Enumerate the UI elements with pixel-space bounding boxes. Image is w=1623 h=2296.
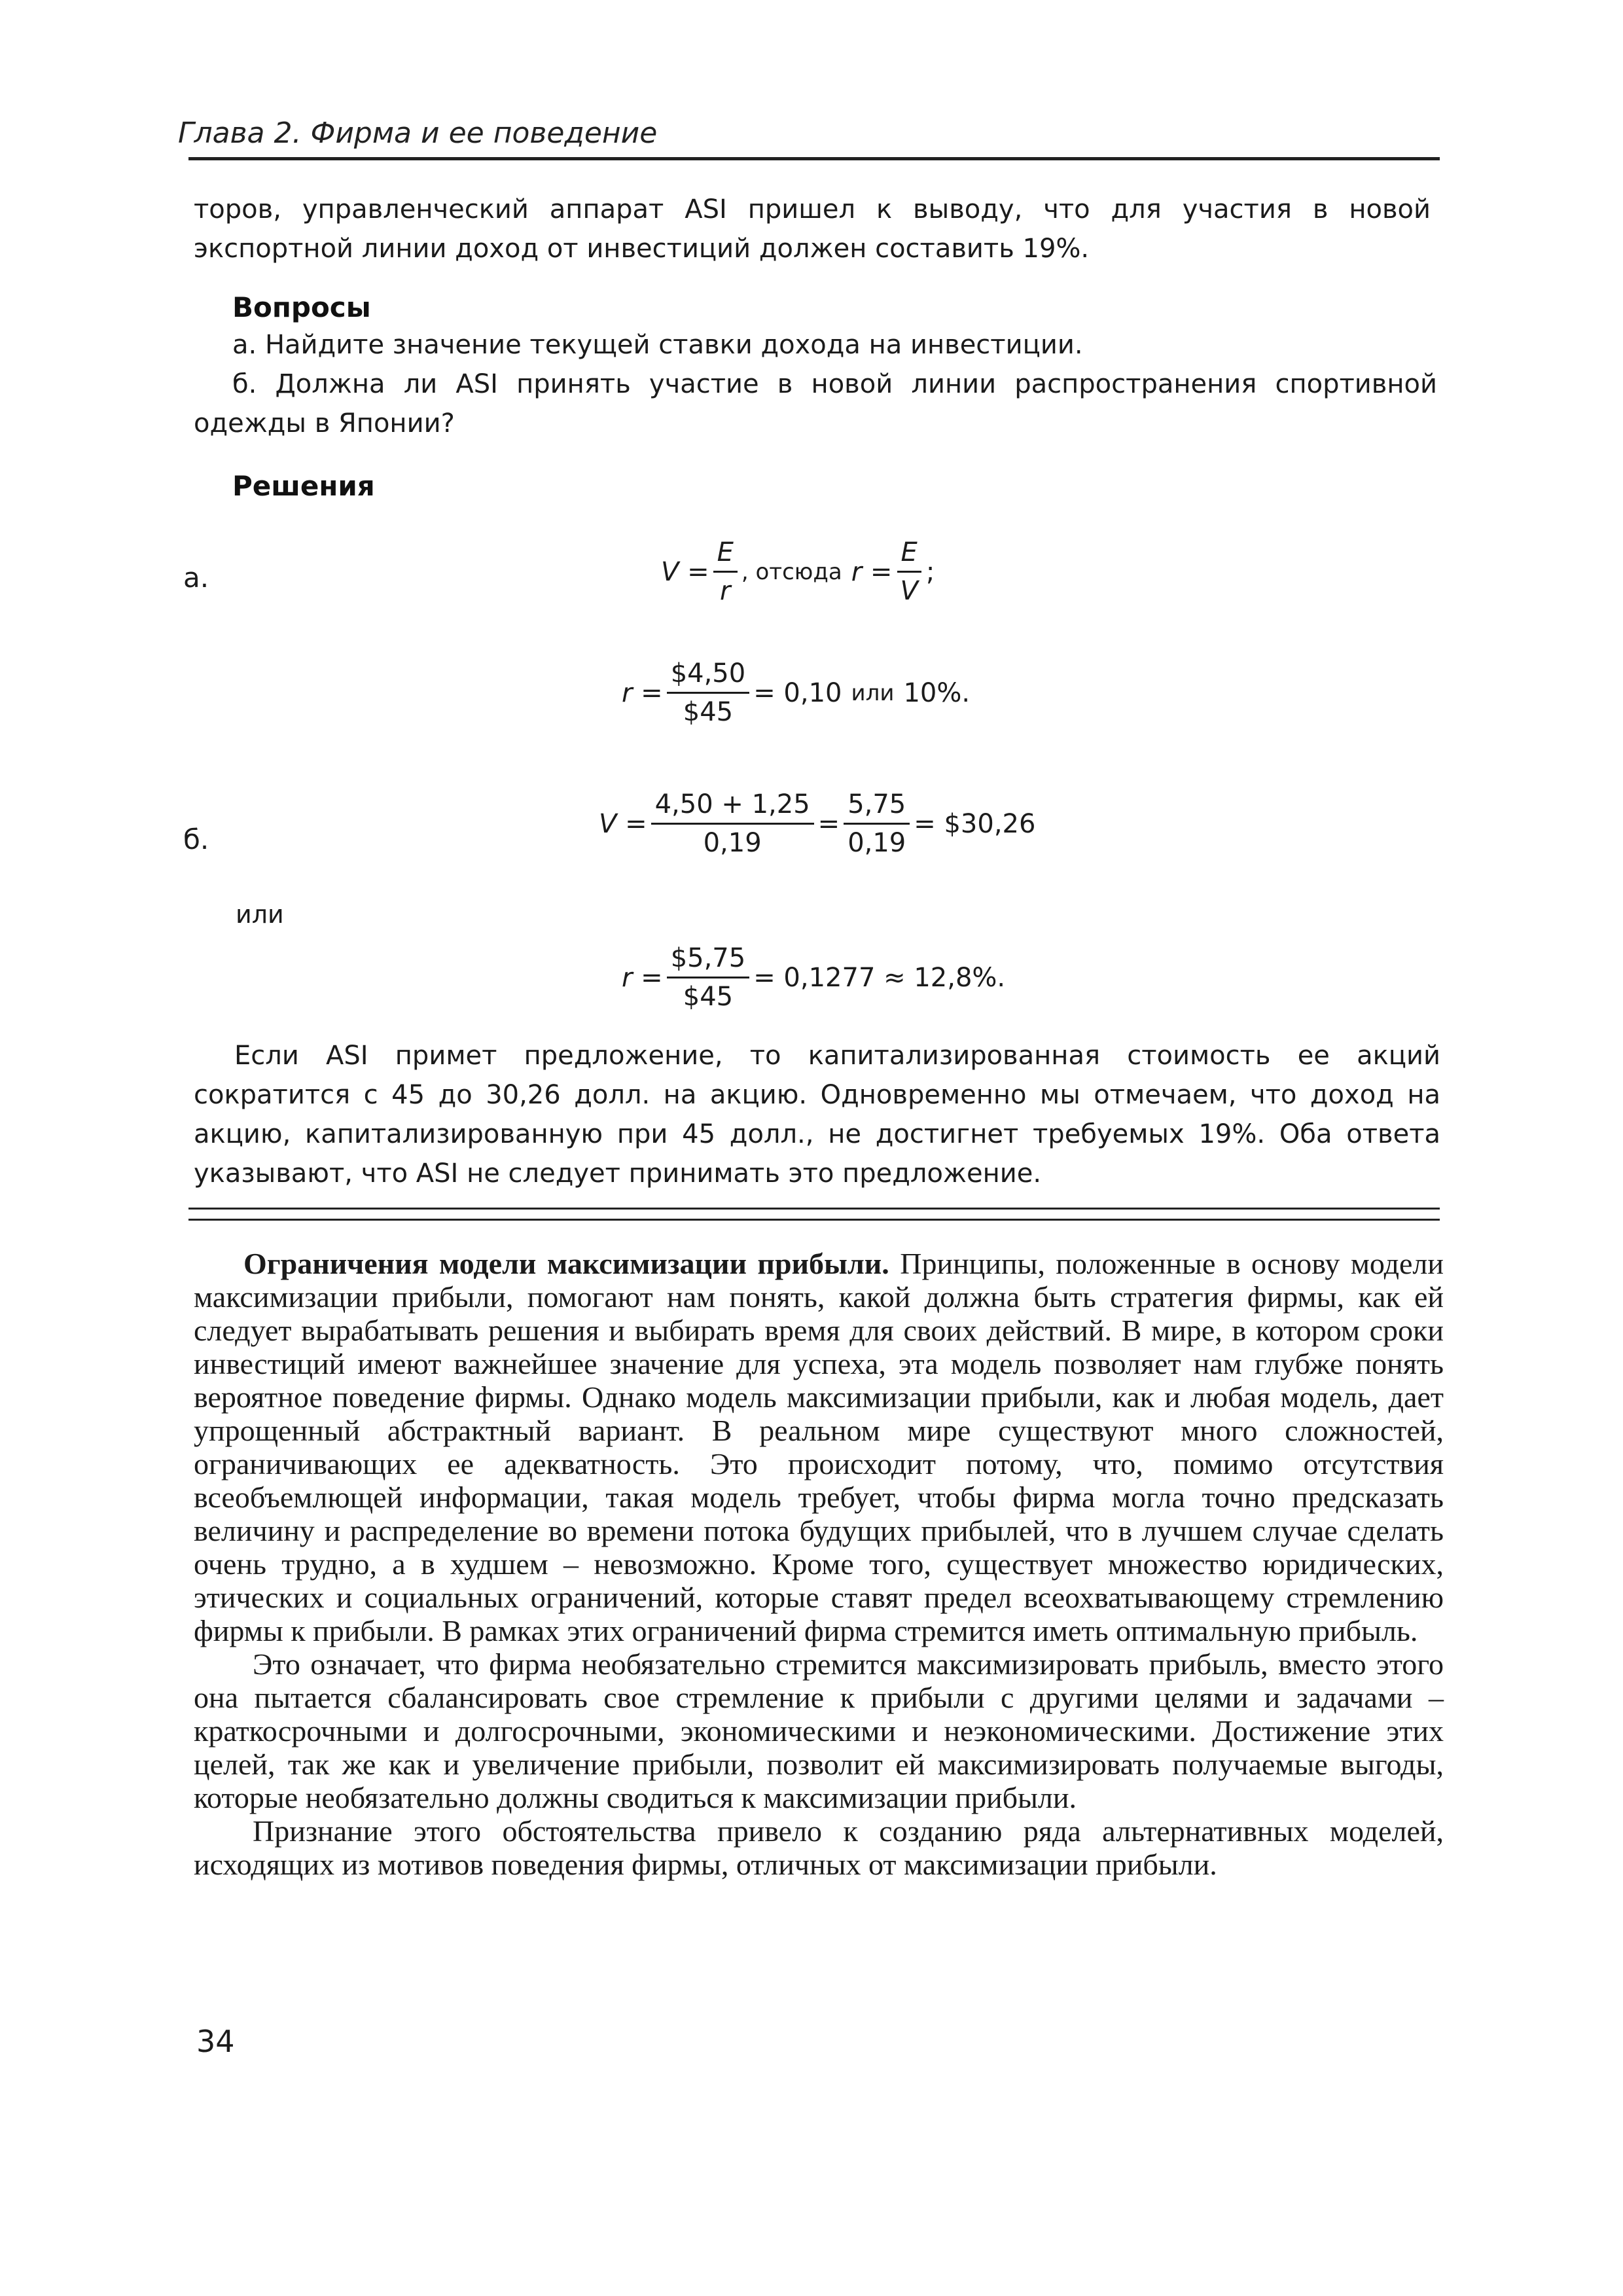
fraction-denominator: 0,19 [847,828,906,858]
formula1-lhs1: V = [661,556,709,587]
fraction-e-over-v [896,537,921,607]
fraction-denominator: V [900,576,918,606]
header-rule [188,157,1440,160]
fraction-numerator: 4,50 + 1,25 [651,789,814,825]
formula-value [661,537,935,607]
fraction-numerator: 5,75 [844,789,910,825]
formula4-lhs: r = [622,962,663,993]
fraction-rate [667,658,750,728]
formula2-pct: 10%. [903,677,971,708]
fraction-denominator: $45 [683,697,734,727]
formula2-or: или [851,679,895,706]
formula-new-value [599,789,1035,859]
fraction-e-over-r [713,537,738,607]
formula3-result: = $30,26 [914,808,1036,839]
fraction-new-rate [667,942,750,1013]
chapter-header: Глава 2. Фирма и ее поведение [178,117,658,150]
solution-conclusion [194,1036,1440,1193]
questions-heading: Вопросы [232,291,371,323]
question-b-text: б. Должна ли ASI принять участие в новой линии распространения спортивной одежды в Японии? [194,369,1437,439]
formula1-end: ; [925,556,935,587]
fraction-numerator: $4,50 [667,658,750,694]
paragraph-limitations-text: Принципы, положенные в основу модели максимизации прибыли, помогают нам понять, какой должна быть стратегия фирмы, как ей следует вырабатывать решения и выбирать время для своих действий. В мире, в котором сроки инвестиций имеют важнейшее значение для успеха, эта модель позволяет нам глубже понять вероятное поведение фирмы. Однако модель максимизации прибыли, как и любая модель, дает упрощенный абстрактный вариант. В реальном мире существуют много сложностей, ограничивающих ее адекватность. Это происходит потому, что, помимо отсутствия всеобъемлющей информации, такая модель требует, чтобы фирма могла точно предсказать величину и распределение во времени потока будущих прибылей, что в лучшем случае сделать очень трудно, а в худшем – невозможно. Кроме того, существует множество юридических, этических и социальных ограничений, которые ставят предел всеохватывающему стремлению фирмы к прибыли. В рамках этих ограничений фирма стремится иметь оптимальную прибыль. [194,1247,1444,1647]
main-text [194,1247,1444,1881]
solution-a-marker: а. [183,562,209,594]
formula2-lhs: r = [622,677,663,708]
paragraph-balance: Это означает, что фирма необязательно стремится максимизировать прибыль, вместо этого она пытается сбалансировать свое стремление к прибыли с другими целями и задачами – краткосрочными и долгосрочными, экономическими и неэкономическими. Достижение этих целей, так же как и увеличение прибыли, позволит ей максимизировать получаемые выгоды, которые необязательно должны сводиться к максимизации прибыли. [194,1647,1444,1814]
fraction-total [844,789,910,859]
formula1-mid: , отсюда [741,558,842,585]
formula1-lhs2: r = [851,556,893,587]
fraction-denominator: 0,19 [703,828,762,858]
fraction-sum [651,789,814,859]
paragraph-alternatives: Признание этого обстоятельства привело к созданию ряда альтернативных моделей, исходящих из мотивов поведения фирмы, отличных от максимизации прибыли. [194,1814,1444,1881]
formula3-eq: = [817,808,840,839]
fraction-denominator: $45 [683,982,734,1012]
formula-new-rate [622,942,1005,1013]
paragraph-limitations-title: Ограничения модели максимизации прибыли. [243,1247,889,1280]
question-b [194,365,1437,443]
or-label: или [236,900,284,929]
conclusion-text: Если ASI примет предложение, то капитализированная стоимость ее акций сократится с 45 до 30,26 долл. на акцию. Одновременно мы отмечаем, что доход на акцию, капитализированную при 45 долл., не достигнет требуемых 19%. Оба ответа указывают, что ASI не следует принимать это предложение. [194,1041,1440,1189]
fraction-numerator: $5,75 [667,942,750,978]
formula2-result: = 0,10 [753,677,842,708]
fraction-numerator: E [713,537,738,573]
formula3-lhs: V = [599,808,647,839]
page-number: 34 [196,2024,235,2059]
formula4-result: = 0,1277 ≈ 12,8%. [753,962,1006,993]
solutions-heading: Решения [232,470,375,502]
section-rule-top [188,1208,1440,1210]
paragraph-limitations [194,1247,1444,1647]
section-rule-bottom [188,1219,1440,1221]
intro-paragraph: торов, управленческий аппарат ASI пришел к выводу, что для участия в новой экспортной линии доход от инвестиций должен составить 19%. [194,194,1431,264]
formula-rate [622,658,970,728]
question-a: а. Найдите значение текущей ставки дохода на инвестиции. [232,330,1083,360]
fraction-numerator: E [897,537,921,573]
solution-b-marker: б. [183,823,209,855]
fraction-denominator: r [720,576,731,606]
